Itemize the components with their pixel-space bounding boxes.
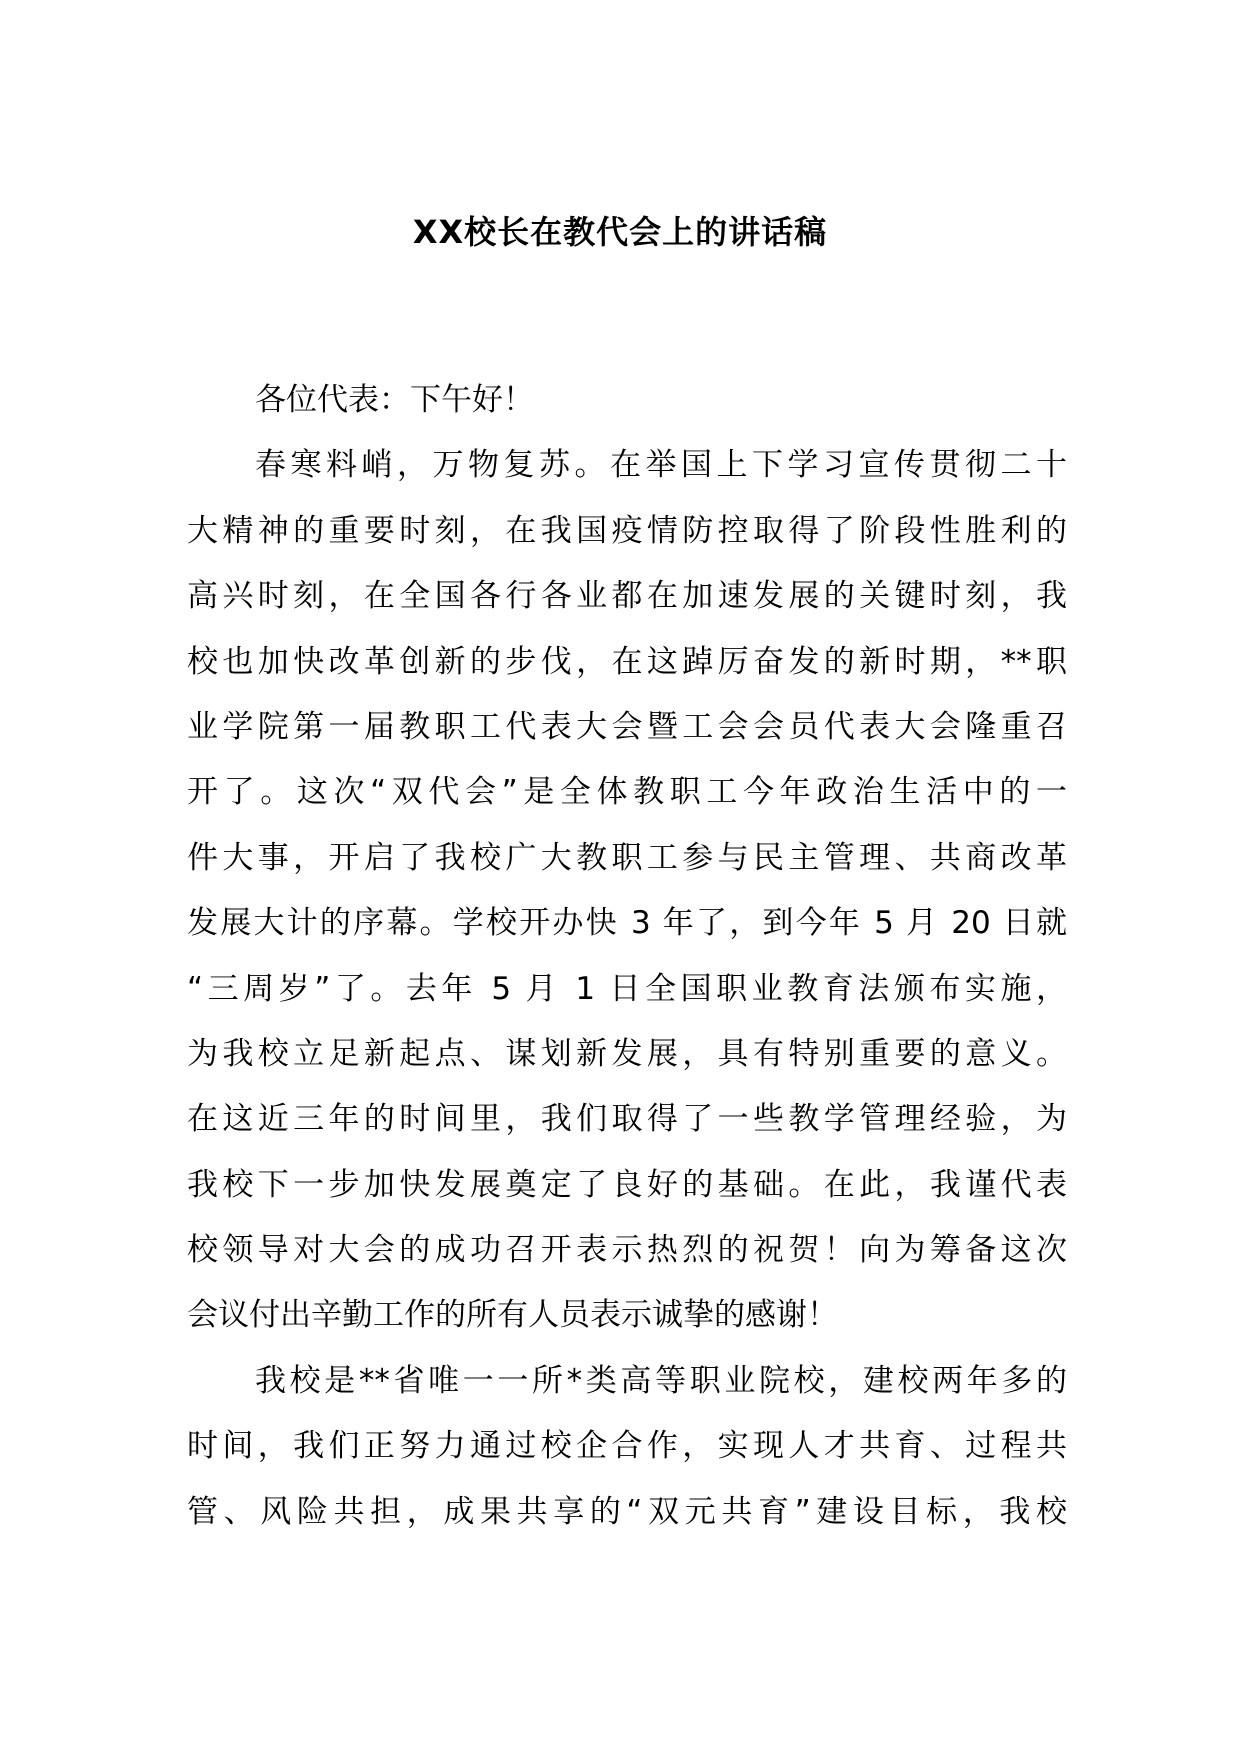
greeting-line: 各位代表：下午好！ — [255, 382, 534, 418]
paragraph-line: 校也加快改革创新的步伐，在这踔厉奋发的新时期，**职 — [187, 643, 1067, 680]
paragraph-line: 为我校立足新起点、谋划新发展，具有特别重要的意义。 — [187, 1035, 1067, 1072]
paragraph-line: 件大事，开启了我校广大教职工参与民主管理、共商改革 — [187, 839, 1067, 876]
paragraph-line: 我校是**省唯一一所*类高等职业院校，建校两年多的 — [255, 1362, 1067, 1399]
document-body — [187, 368, 1067, 1545]
paragraph-line: “三周岁”了。去年 5 月 1 日全国职业教育法颁布实施， — [187, 970, 1067, 1007]
paragraph-line: 大精神的重要时刻，在我国疫情防控取得了阶段性胜利的 — [187, 512, 1067, 549]
paragraph-line: 校领导对大会的成功召开表示热烈的祝贺！向为筹备这次 — [187, 1232, 1067, 1269]
paragraph-line: 管、风险共担，成果共享的“双元共育”建设目标，我校 — [187, 1493, 1067, 1530]
paragraph-line: 我校下一步加快发展奠定了良好的基础。在此，我谨代表 — [187, 1166, 1067, 1203]
paragraph-line: 开了。这次“双代会”是全体教职工今年政治生活中的一 — [187, 774, 1067, 811]
paragraph-line: 高兴时刻，在全国各行各业都在加速发展的关键时刻，我 — [187, 578, 1067, 615]
paragraph-line: 发展大计的序幕。学校开办快 3 年了，到今年 5 月 20 日就 — [187, 905, 1067, 942]
paragraph-line: 会议付出辛勤工作的所有人员表示诚挚的感谢！ — [187, 1297, 838, 1334]
paragraph-line: 春寒料峭，万物复苏。在举国上下学习宣传贯彻二十 — [255, 447, 1067, 484]
paragraph-line: 在这近三年的时间里，我们取得了一些教学管理经验，为 — [187, 1101, 1067, 1138]
paragraph-line: 时间，我们正努力通过校企合作，实现人才共育、过程共 — [187, 1428, 1067, 1465]
document-title: XX校长在教代会上的讲话稿 — [412, 213, 828, 251]
paragraph-line: 业学院第一届教职工代表大会暨工会会员代表大会隆重召 — [187, 708, 1067, 745]
